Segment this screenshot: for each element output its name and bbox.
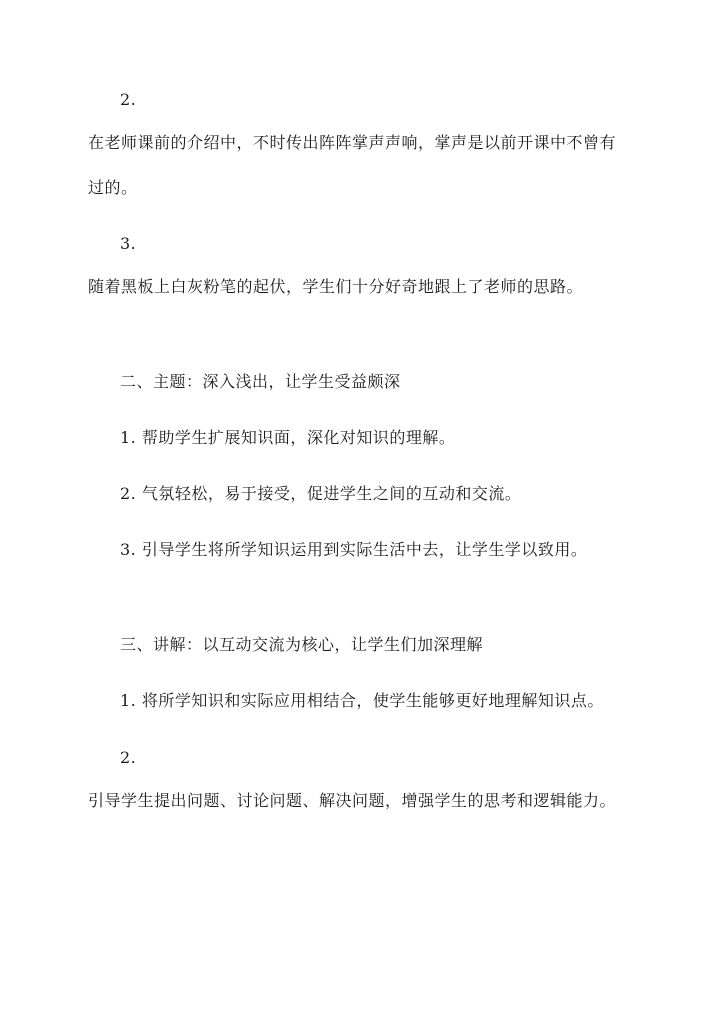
item-number: 2. [120,748,137,767]
list-item: 2. 气氛轻松，易于接受，促进学生之间的互动和交流。 [120,484,522,503]
item-number: 2. [120,90,137,109]
item-number: 3. [120,234,137,253]
list-item: 3. 引导学生将所学知识运用到实际生活中去，让学生学以致用。 [120,540,588,559]
section-heading: 二、主题：深入浅出，让学生受益颇深 [120,372,401,391]
paragraph-line: 过的。 [88,178,138,197]
section-heading: 三、讲解：以互动交流为核心，让学生们加深理解 [120,635,484,654]
list-item: 1. 帮助学生扩展知识面，深化对知识的理解。 [120,428,456,447]
list-item: 1. 将所学知识和实际应用相结合，使学生能够更好地理解知识点。 [120,691,604,710]
paragraph-line: 在老师课前的介绍中，不时传出阵阵掌声声响，掌声是以前开课中不曾有 [88,133,617,152]
paragraph-line: 引导学生提出问题、讨论问题、解决问题，增强学生的思考和逻辑能力。 [88,791,617,810]
paragraph-line: 随着黑板上白灰粉笔的起伏，学生们十分好奇地跟上了老师的思路。 [88,277,584,296]
